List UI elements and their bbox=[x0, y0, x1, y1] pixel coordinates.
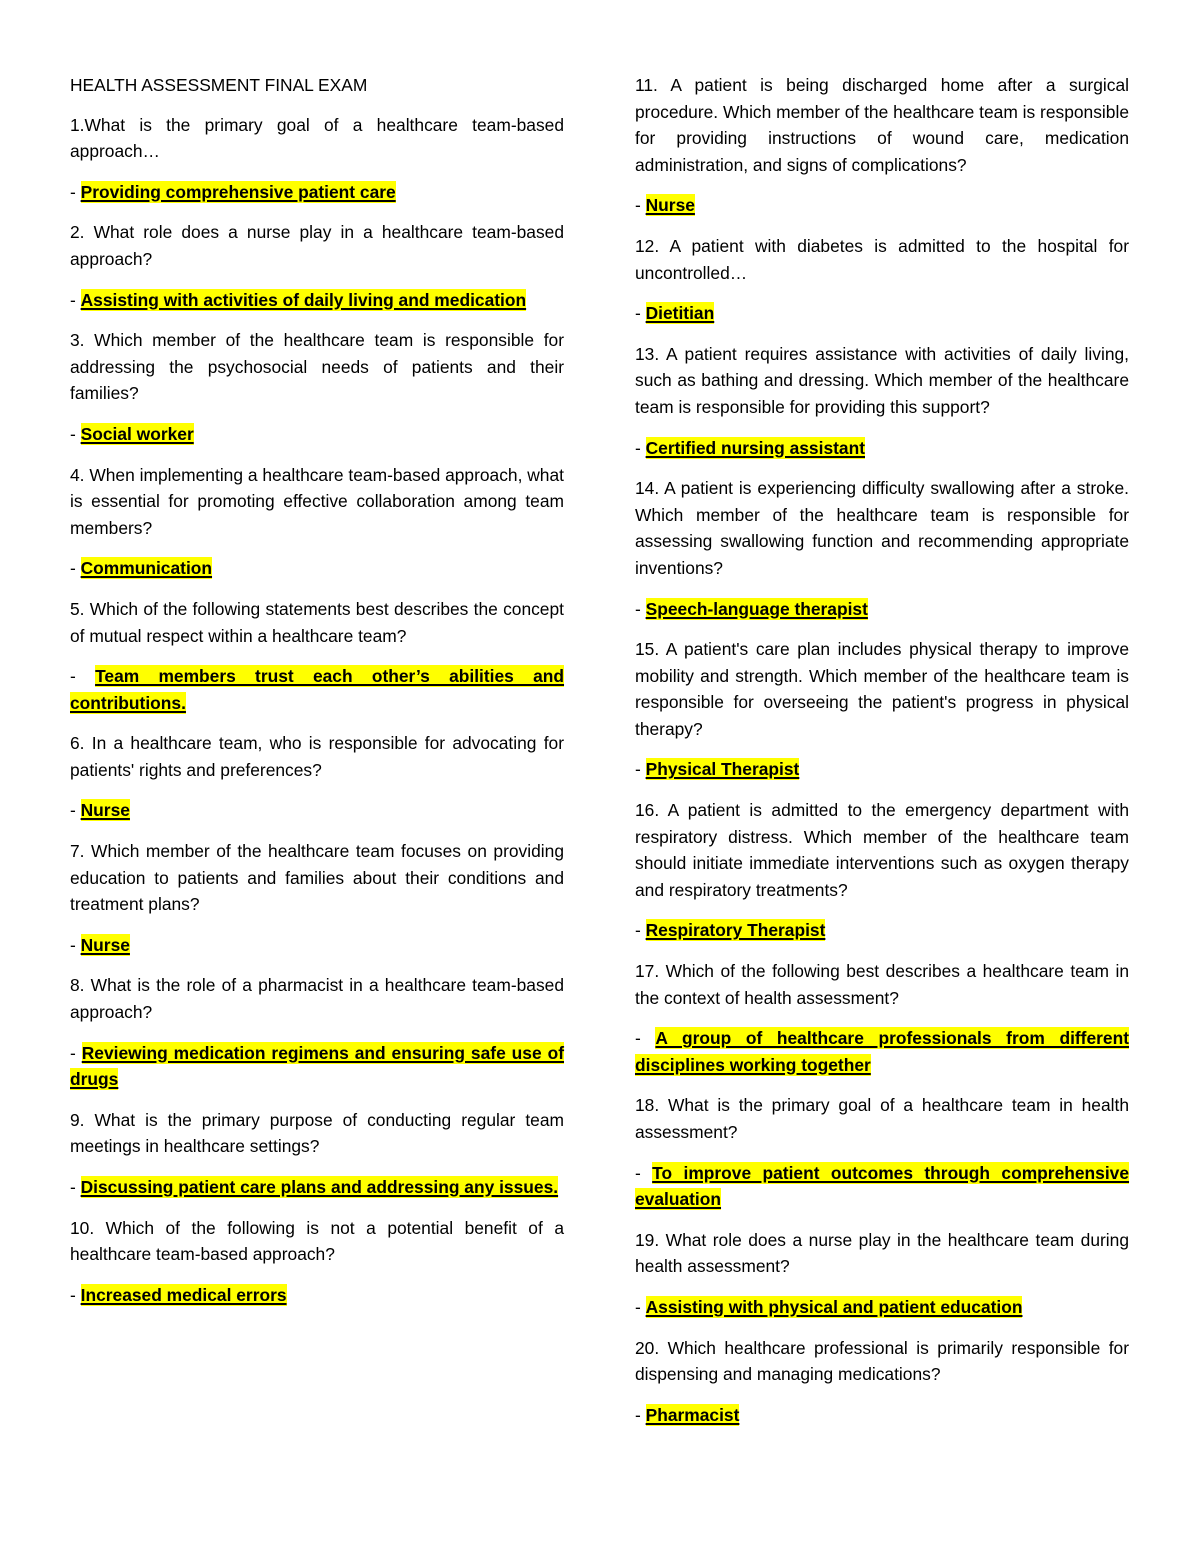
answer-dash: - bbox=[70, 800, 81, 821]
answer-dash: - bbox=[635, 1404, 646, 1425]
highlighted-answer: Respiratory Therapist bbox=[645, 920, 826, 941]
answer-dash: - bbox=[70, 934, 81, 955]
answer-dash: - bbox=[635, 920, 646, 941]
question-text: 4. When implementing a healthcare team-based approach, what is essential for promoting effective collaboration among team members? bbox=[70, 464, 564, 538]
question-text: 1.What is the primary goal of a healthcare team-based approach… bbox=[70, 114, 564, 162]
question-text: 5. Which of the following statements best describes the concept of mutual respect within a healthcare team? bbox=[70, 598, 564, 646]
answer-line bbox=[70, 1174, 564, 1201]
highlighted-answer: A group of healthcare professionals from different disciplines working together bbox=[635, 1028, 1130, 1075]
question-text: 14. A patient is experiencing difficulty swallowing after a stroke. Which member of the healthcare team is responsible for assessing swallowing function and recommending appropriate inventions? bbox=[635, 478, 1129, 578]
question-text: 10. Which of the following is not a potential benefit of a healthcare team-based approach? bbox=[70, 1217, 564, 1265]
left-column bbox=[70, 72, 564, 1322]
question-text: 13. A patient requires assistance with activities of daily living, such as bathing and dressing. Which member of the healthcare team is responsible for providing this support? bbox=[635, 343, 1129, 417]
answer-line bbox=[70, 1040, 564, 1093]
highlighted-answer: Team members trust each other’s abilities and contributions. bbox=[70, 666, 565, 713]
answer-line bbox=[70, 287, 564, 314]
answer-dash: - bbox=[70, 423, 81, 444]
answer-dash: - bbox=[635, 437, 646, 458]
question-text: 8. What is the role of a pharmacist in a healthcare team-based approach? bbox=[70, 975, 564, 1023]
highlighted-answer: Certified nursing assistant bbox=[645, 437, 865, 458]
answer-line bbox=[70, 797, 564, 824]
answer-dash: - bbox=[70, 1284, 81, 1305]
highlighted-answer: Assisting with physical and patient education bbox=[645, 1296, 1023, 1317]
question-text: 11. A patient is being discharged home after a surgical procedure. Which member of the healthcare team is responsible for providing instructions of wound care, medication administration, and signs of complications? bbox=[635, 75, 1129, 175]
answer-line bbox=[635, 1402, 1129, 1429]
answer-dash: - bbox=[635, 195, 646, 216]
right-question-list bbox=[635, 72, 1129, 1428]
answer-line bbox=[635, 596, 1129, 623]
question-text: 3. Which member of the healthcare team is responsible for addressing the psychosocial needs of patients and their families? bbox=[70, 330, 564, 404]
answer-dash: - bbox=[635, 1296, 646, 1317]
answer-dash: - bbox=[70, 1042, 82, 1063]
answer-line bbox=[70, 179, 564, 206]
highlighted-answer: Social worker bbox=[80, 423, 194, 444]
highlighted-answer: Nurse bbox=[80, 934, 130, 955]
answer-line bbox=[70, 1282, 564, 1309]
question-text: 2. What role does a nurse play in a healthcare team-based approach? bbox=[70, 222, 564, 269]
answer-line bbox=[635, 1160, 1129, 1213]
question-text: 16. A patient is admitted to the emergency department with respiratory distress. Which member of the healthcare team should initiate immediate interventions such as oxygen therapy and respiratory treatments? bbox=[635, 800, 1129, 900]
answer-dash: - bbox=[70, 1177, 81, 1197]
left-question-list bbox=[70, 112, 564, 1309]
highlighted-answer: Pharmacist bbox=[645, 1404, 740, 1425]
answer-line bbox=[70, 555, 564, 582]
highlighted-answer: Reviewing medication regimens and ensuring safe use of drugs bbox=[70, 1042, 564, 1090]
highlighted-answer: Dietitian bbox=[645, 303, 715, 324]
answer-line bbox=[635, 1294, 1129, 1321]
question-text: 17. Which of the following best describes a healthcare team in the context of health assessment? bbox=[635, 961, 1129, 1008]
highlighted-answer: Nurse bbox=[645, 195, 695, 216]
answer-dash: - bbox=[70, 666, 96, 687]
answer-line bbox=[635, 300, 1129, 327]
question-text: 9. What is the primary purpose of conducting regular team meetings in healthcare settings? bbox=[70, 1109, 564, 1157]
answer-line bbox=[635, 435, 1129, 462]
highlighted-answer: Increased medical errors bbox=[80, 1284, 287, 1305]
document-title: HEALTH ASSESSMENT FINAL EXAM bbox=[70, 75, 368, 95]
highlighted-answer: Speech-language therapist bbox=[645, 598, 868, 619]
answer-dash: - bbox=[635, 1162, 653, 1183]
answer-line bbox=[70, 663, 564, 716]
highlighted-answer: Physical Therapist bbox=[645, 759, 800, 780]
answer-dash: - bbox=[70, 558, 81, 579]
answer-dash: - bbox=[635, 598, 646, 619]
answer-line bbox=[635, 756, 1129, 783]
question-text: 20. Which healthcare professional is primarily responsible for dispensing and managing medications? bbox=[635, 1337, 1129, 1385]
answer-line bbox=[70, 932, 564, 959]
answer-dash: - bbox=[70, 181, 81, 202]
highlighted-answer: Providing comprehensive patient care bbox=[80, 181, 396, 202]
question-text: 12. A patient with diabetes is admitted to the hospital for uncontrolled… bbox=[635, 235, 1129, 283]
answer-dash: - bbox=[70, 289, 81, 310]
question-text: 15. A patient's care plan includes physical therapy to improve mobility and strength. Which member of the healthcare team is responsible for overseeing the patient's progress in physical therapy? bbox=[635, 639, 1129, 739]
answer-dash: - bbox=[635, 759, 646, 780]
question-text: 18. What is the primary goal of a healthcare team in health assessment? bbox=[635, 1095, 1129, 1142]
right-column bbox=[635, 72, 1129, 1442]
question-text: 19. What role does a nurse play in the healthcare team during health assessment? bbox=[635, 1229, 1129, 1277]
highlighted-answer: Discussing patient care plans and addressing any issues. bbox=[80, 1177, 559, 1197]
answer-line bbox=[70, 421, 564, 448]
question-text: 7. Which member of the healthcare team focuses on providing education to patients and families about their conditions and treatment plans? bbox=[70, 841, 564, 915]
answer-dash: - bbox=[635, 1028, 656, 1049]
answer-line bbox=[635, 192, 1129, 219]
highlighted-answer: Communication bbox=[80, 558, 213, 579]
highlighted-answer: Assisting with activities of daily living and medication bbox=[80, 289, 527, 310]
highlighted-answer: To improve patient outcomes through comprehensive evaluation bbox=[635, 1162, 1130, 1210]
highlighted-answer: Nurse bbox=[80, 800, 130, 821]
answer-dash: - bbox=[635, 303, 646, 324]
question-text: 6. In a healthcare team, who is responsible for advocating for patients' rights and preferences? bbox=[70, 733, 564, 780]
answer-line bbox=[635, 917, 1129, 944]
answer-line bbox=[635, 1025, 1129, 1078]
